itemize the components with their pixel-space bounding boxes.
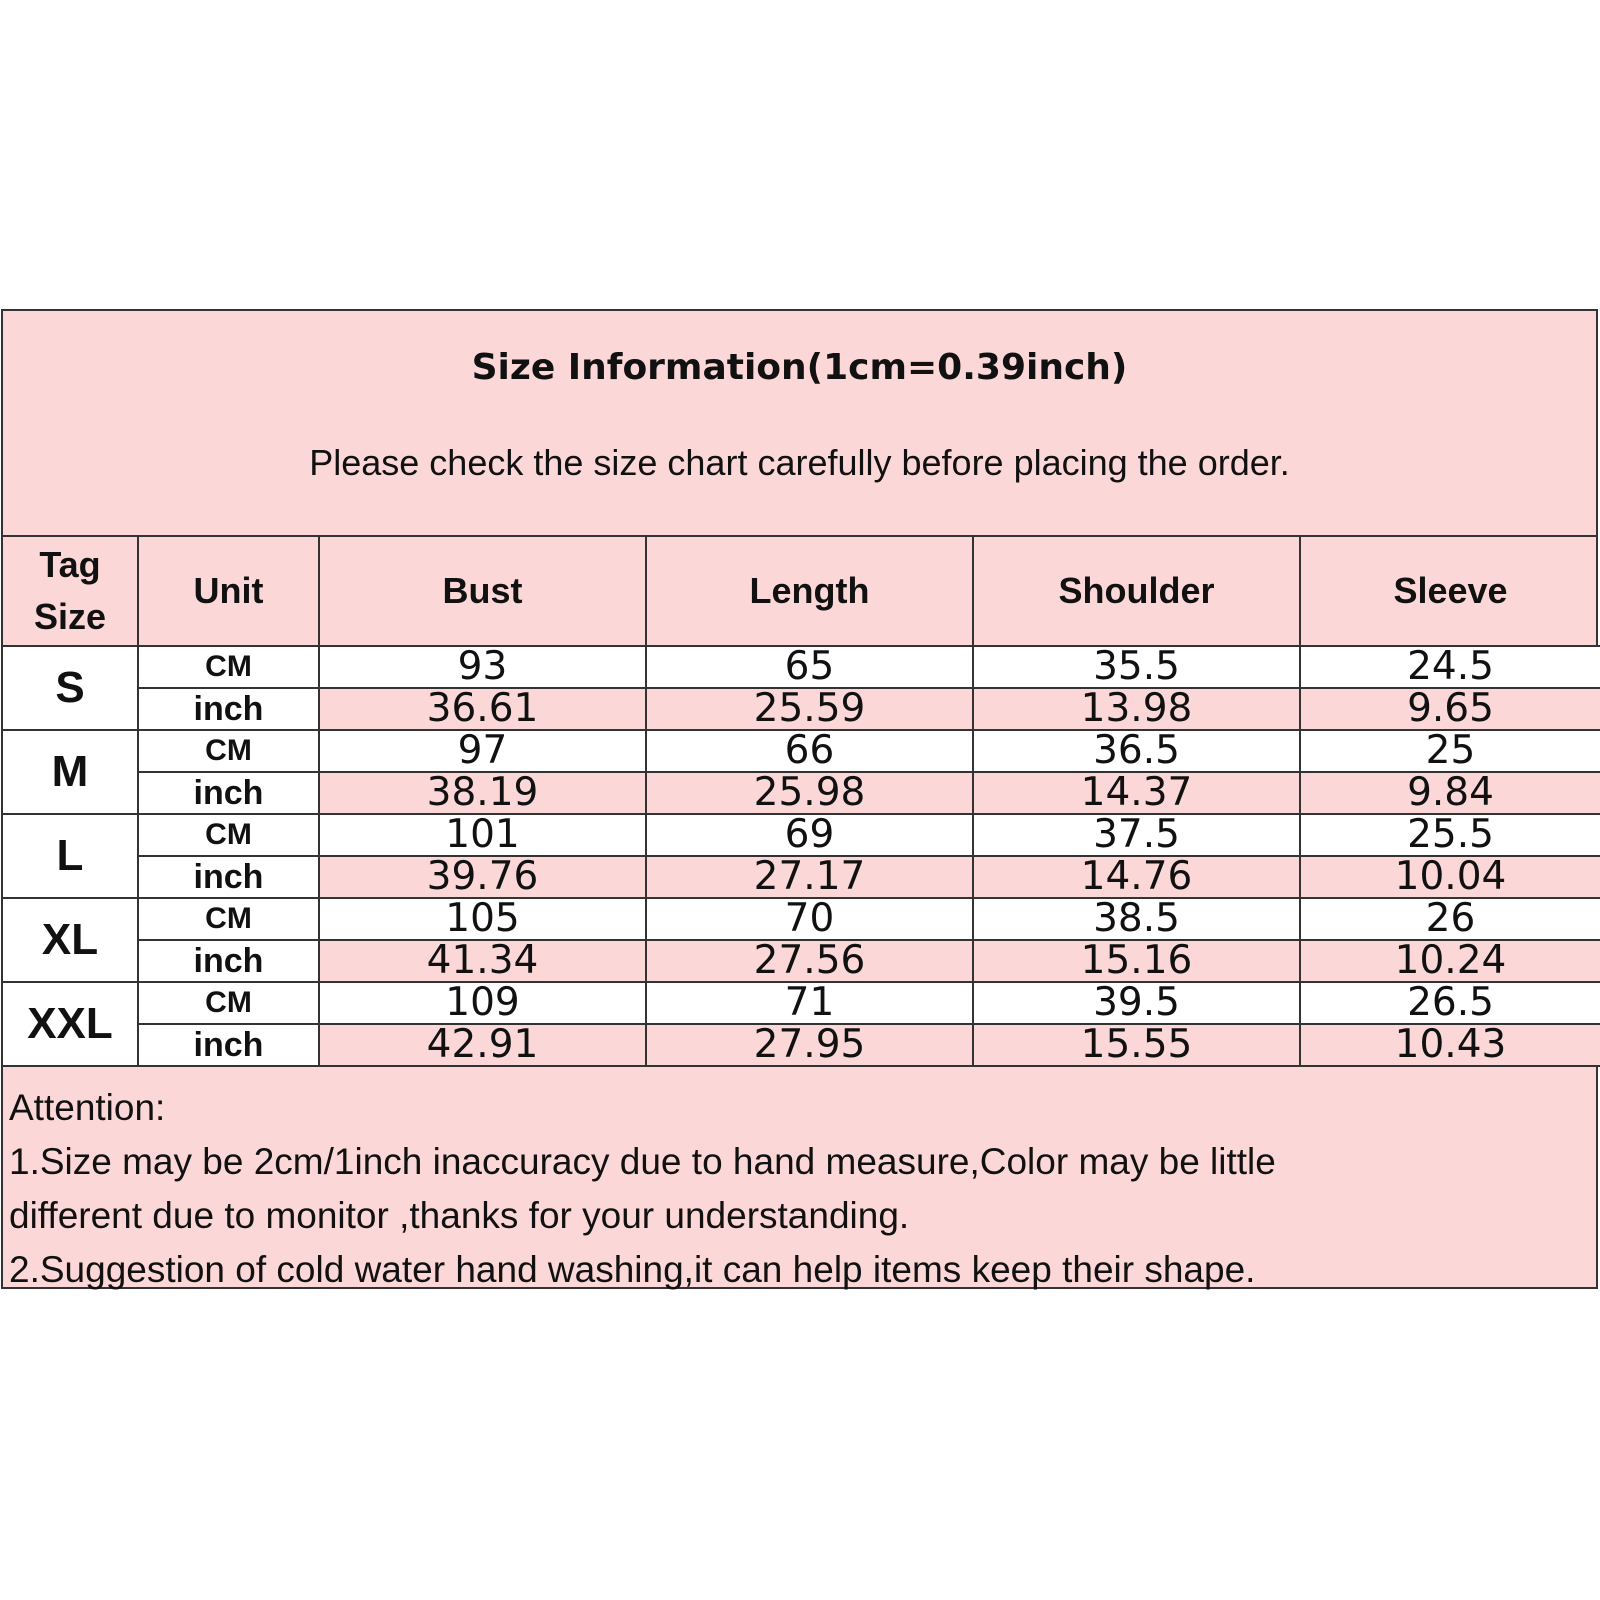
header-tag-line2: Size bbox=[33, 596, 107, 637]
attention-line-3: 2.Suggestion of cold water hand washing,it can help items keep their shape. bbox=[9, 1249, 1256, 1290]
value-cell-cm: 101 bbox=[319, 814, 646, 856]
value-cell-inch: 15.16 bbox=[973, 940, 1300, 982]
value-cell-cm: 35.5 bbox=[973, 646, 1300, 688]
attention-line-2: different due to monitor ,thanks for your understanding. bbox=[9, 1195, 910, 1236]
unit-cell-cm: CM bbox=[138, 982, 319, 1024]
chart-title: Size Information(1cm=0.39inch) bbox=[471, 347, 1128, 388]
value-cell-cm: 109 bbox=[319, 982, 646, 1024]
chart-subtitle: Please check the size chart carefully before placing the order. bbox=[309, 442, 1290, 483]
header-shoulder: Shoulder bbox=[973, 537, 1300, 646]
size-chart bbox=[1, 309, 1598, 1289]
value-cell-inch: 36.61 bbox=[319, 688, 646, 730]
header-unit: Unit bbox=[138, 537, 319, 646]
header-sleeve: Sleeve bbox=[1300, 537, 1600, 646]
value-cell-cm: 69 bbox=[646, 814, 973, 856]
value-cell-cm: 37.5 bbox=[973, 814, 1300, 856]
table-row-inch bbox=[3, 856, 1600, 898]
table-row-inch bbox=[3, 940, 1600, 982]
header-length: Length bbox=[646, 537, 973, 646]
unit-cell-inch: inch bbox=[138, 772, 319, 814]
value-cell-cm: 25 bbox=[1300, 730, 1600, 772]
table-header-row bbox=[3, 537, 1600, 646]
table-row-cm bbox=[3, 646, 1600, 688]
value-cell-cm: 36.5 bbox=[973, 730, 1300, 772]
attention-heading: Attention: bbox=[9, 1087, 166, 1128]
table-row-cm bbox=[3, 982, 1600, 1024]
value-cell-cm: 65 bbox=[646, 646, 973, 688]
value-cell-cm: 66 bbox=[646, 730, 973, 772]
value-cell-cm: 71 bbox=[646, 982, 973, 1024]
value-cell-inch: 10.04 bbox=[1300, 856, 1600, 898]
tag-size-cell: XL bbox=[3, 898, 138, 982]
value-cell-cm: 39.5 bbox=[973, 982, 1300, 1024]
value-cell-cm: 26 bbox=[1300, 898, 1600, 940]
tag-size-cell: L bbox=[3, 814, 138, 898]
table-row-inch bbox=[3, 688, 1600, 730]
attention-line-1: 1.Size may be 2cm/1inch inaccuracy due to hand measure,Color may be little bbox=[9, 1141, 1276, 1182]
unit-cell-inch: inch bbox=[138, 688, 319, 730]
value-cell-cm: 97 bbox=[319, 730, 646, 772]
value-cell-inch: 41.34 bbox=[319, 940, 646, 982]
unit-cell-inch: inch bbox=[138, 856, 319, 898]
value-cell-inch: 9.84 bbox=[1300, 772, 1600, 814]
unit-cell-cm: CM bbox=[138, 898, 319, 940]
tag-size-cell: S bbox=[3, 646, 138, 730]
unit-cell-cm: CM bbox=[138, 814, 319, 856]
value-cell-cm: 25.5 bbox=[1300, 814, 1600, 856]
value-cell-inch: 38.19 bbox=[319, 772, 646, 814]
tag-size-cell: XXL bbox=[3, 982, 138, 1066]
table-row-cm bbox=[3, 898, 1600, 940]
value-cell-inch: 27.95 bbox=[646, 1024, 973, 1066]
table-row-cm bbox=[3, 814, 1600, 856]
header-bust: Bust bbox=[319, 537, 646, 646]
value-cell-inch: 42.91 bbox=[319, 1024, 646, 1066]
attention-notes bbox=[3, 1067, 1596, 1297]
value-cell-inch: 39.76 bbox=[319, 856, 646, 898]
value-cell-cm: 70 bbox=[646, 898, 973, 940]
table-row-inch bbox=[3, 772, 1600, 814]
table-row-cm bbox=[3, 730, 1600, 772]
unit-cell-inch: inch bbox=[138, 940, 319, 982]
header-tag-size bbox=[3, 537, 138, 646]
value-cell-inch: 27.56 bbox=[646, 940, 973, 982]
value-cell-inch: 25.59 bbox=[646, 688, 973, 730]
size-table bbox=[3, 537, 1600, 1067]
value-cell-inch: 14.37 bbox=[973, 772, 1300, 814]
header-tag-line1: Tag bbox=[39, 544, 101, 585]
unit-cell-inch: inch bbox=[138, 1024, 319, 1066]
value-cell-inch: 15.55 bbox=[973, 1024, 1300, 1066]
value-cell-cm: 24.5 bbox=[1300, 646, 1600, 688]
value-cell-cm: 26.5 bbox=[1300, 982, 1600, 1024]
value-cell-inch: 10.43 bbox=[1300, 1024, 1600, 1066]
value-cell-inch: 27.17 bbox=[646, 856, 973, 898]
chart-header bbox=[3, 311, 1596, 537]
value-cell-inch: 14.76 bbox=[973, 856, 1300, 898]
table-row-inch bbox=[3, 1024, 1600, 1066]
tag-size-cell: M bbox=[3, 730, 138, 814]
unit-cell-cm: CM bbox=[138, 646, 319, 688]
unit-cell-cm: CM bbox=[138, 730, 319, 772]
value-cell-inch: 25.98 bbox=[646, 772, 973, 814]
value-cell-inch: 9.65 bbox=[1300, 688, 1600, 730]
value-cell-cm: 38.5 bbox=[973, 898, 1300, 940]
value-cell-inch: 13.98 bbox=[973, 688, 1300, 730]
value-cell-inch: 10.24 bbox=[1300, 940, 1600, 982]
value-cell-cm: 105 bbox=[319, 898, 646, 940]
value-cell-cm: 93 bbox=[319, 646, 646, 688]
